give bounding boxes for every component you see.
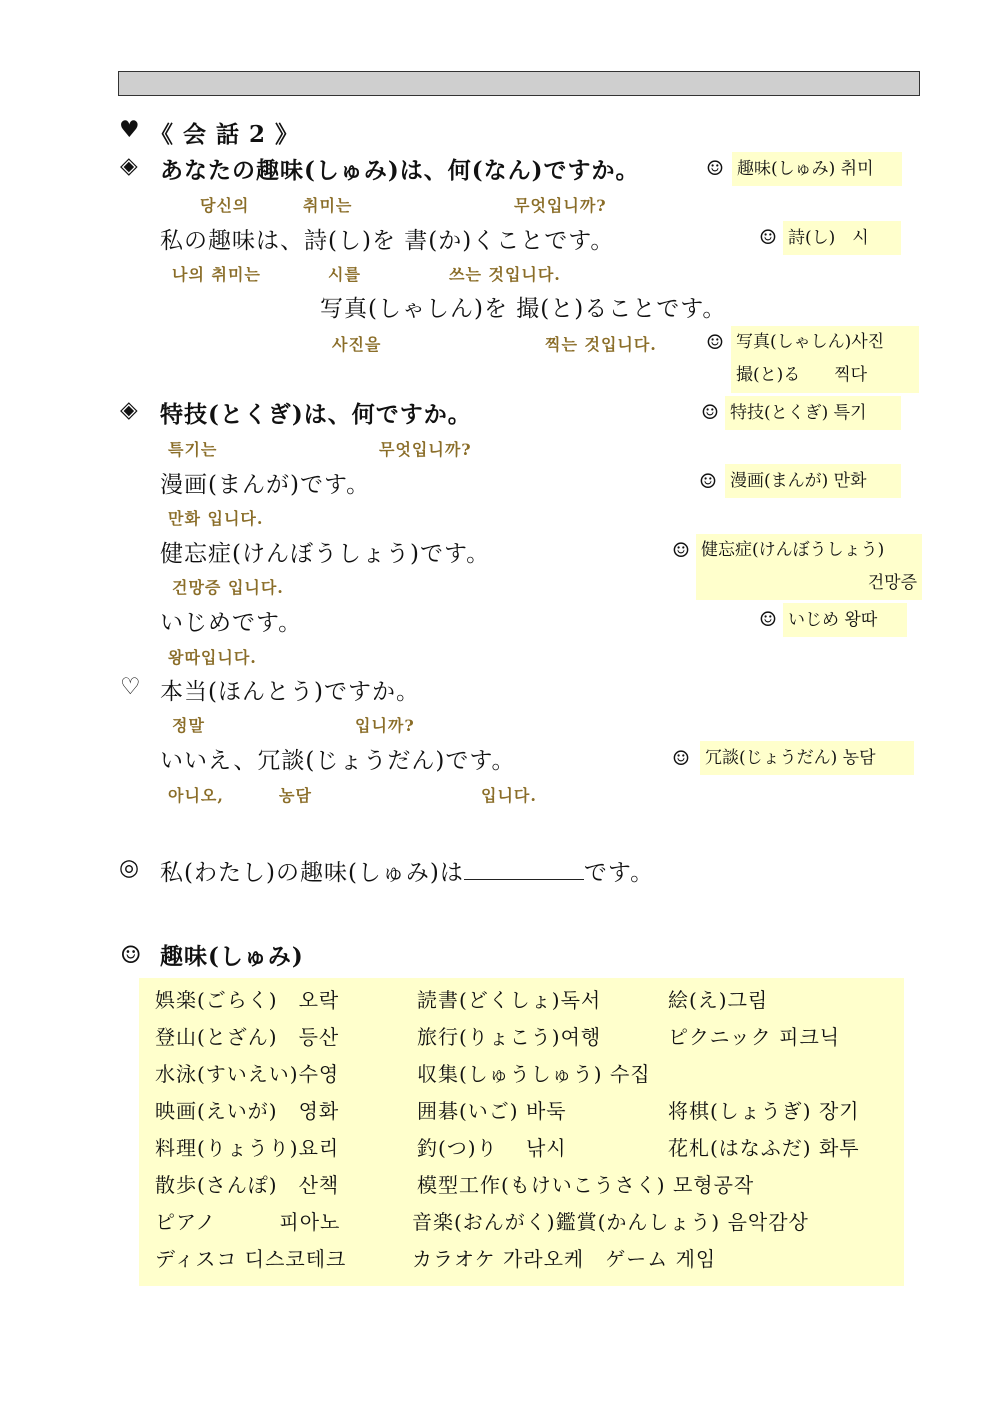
answer-1b: 写真(しゃしん)を 撮(と)ることです。 [320,296,727,322]
translation: 왕따입니다. [168,648,257,667]
question-3: 本当(ほんとう)ですか。 [160,679,420,705]
translation: 당신의 [200,196,250,215]
hobby-item: 花札(はなふだ) 화투 [668,1136,860,1160]
vocab-note [731,326,919,393]
translation: 농담 [279,786,312,805]
hobby-item: 収集(しゅうしゅう) 수집 [417,1062,651,1086]
vocab-note: いじめ 왕따 [783,603,907,637]
hobby-item: 旅行(りょこう)여행 [417,1025,602,1049]
hobby-item: 娯楽(ごらく) 오락 [155,988,340,1012]
heart-icon: ♥ [119,117,140,143]
smiley-icon: ☺ [759,607,777,631]
translation: 건망증 입니다. [172,578,284,597]
hobby-item: ピアノ 피아노 [155,1210,341,1234]
exercise-sentence [160,854,654,887]
exercise-prefix: 私(わたし)の趣味(しゅみ)は [160,860,464,886]
hobby-item: 映画(えいが) 영화 [155,1099,340,1123]
hobby-item: ピクニック 피크닉 [668,1025,841,1049]
hobby-item: ディスコ 디스코테크 [155,1247,347,1271]
exercise-suffix: です。 [583,860,655,886]
question-1: あなたの趣味(しゅみ)は、何(なん)ですか。 [160,157,640,184]
vocab-note: 趣味(しゅみ) 취미 [732,152,902,186]
smiley-icon: ☺ [701,400,719,424]
answer-2: 漫画(まんが)です。 [160,472,371,498]
translation: 사진을 [332,335,382,354]
hobby-item: 釣(つ)り 낚시 [417,1136,567,1160]
translation: 무엇입니까? [514,196,607,215]
hobby-item: 散歩(さんぽ) 산책 [155,1173,340,1197]
fill-in-blank[interactable] [464,859,584,880]
answer-1: 私の趣味は、詩(し)を 書(か)くことです。 [160,228,615,254]
translation: 입니까? [355,716,415,735]
translation: 정말 [172,716,205,735]
hobby-item: 囲碁(いご) 바둑 [417,1099,567,1123]
hobby-item: 将棋(しょうぎ) 장기 [668,1099,860,1123]
vocab-note [696,534,922,600]
section-title: 《 会 話 2 》 [150,121,300,148]
vocab-note-line: 健忘症(けんぼうしょう) [701,540,885,560]
translation: 만화 입니다. [168,509,264,528]
hobby-item: 登山(とざん) 등산 [155,1025,340,1049]
hobbies-title: 趣味(しゅみ) [160,943,304,970]
translation: 나의 취미는 [172,265,261,284]
answer-5: いいえ、冗談(じょうだん)です。 [160,748,516,774]
answer-3: 健忘症(けんぼうしょう)です。 [160,541,491,567]
hobby-item: 水泳(すいえい)수영 [155,1062,340,1086]
vocab-note: 特技(とくぎ) 특기 [725,396,901,430]
hobby-item: 音楽(おんがく)鑑賞(かんしょう) 음악감상 [412,1210,809,1234]
double-circle-icon: ◎ [119,855,140,881]
smiley-icon: ☺ [672,538,690,562]
hobby-item: カラオケ 가라오케 ゲーム 게임 [412,1247,717,1271]
smiley-icon: ☺ [706,156,724,180]
hobby-item: 絵(え)그림 [668,988,769,1012]
heart-outline-icon: ♡ [120,674,141,700]
vocab-note-line: 건망증 [867,573,917,593]
answer-4: いじめです。 [160,610,303,636]
translation: 찍는 것입니다. [545,335,657,354]
vocab-note-line: 写真(しゃしん)사진 [736,332,885,352]
diamond-icon: ◈ [120,153,138,179]
smiley-icon: ☺ [120,941,142,969]
translation: 쓰는 것입니다. [449,265,561,284]
hobby-item: 読書(どくしょ)독서 [417,988,602,1012]
translation: 취미는 [303,196,353,215]
smiley-icon: ☺ [699,469,717,493]
question-2: 特技(とくぎ)は、何ですか。 [160,401,472,428]
header-bar [118,71,920,96]
translation: 시를 [328,265,361,284]
vocab-note: 漫画(まんが) 만화 [725,464,901,498]
diamond-icon: ◈ [120,397,138,423]
hobby-item: 料理(りょうり)요리 [155,1136,340,1160]
vocab-note: 冗談(じょうだん) 농담 [700,741,914,775]
hobby-vocabulary-box [139,978,904,1286]
hobby-item: 模型工作(もけいこうさく) 모형공작 [417,1173,755,1197]
translation: 아니오, [168,786,224,805]
smiley-icon: ☺ [672,746,690,770]
smiley-icon: ☺ [706,330,724,354]
translation: 무엇입니까? [379,440,472,459]
vocab-note-line: 撮(と)る 찍다 [736,365,868,385]
smiley-icon: ☺ [759,225,777,249]
vocab-note: 詩(し) 시 [783,221,901,255]
translation: 특기는 [168,440,218,459]
translation: 입니다. [481,786,537,805]
